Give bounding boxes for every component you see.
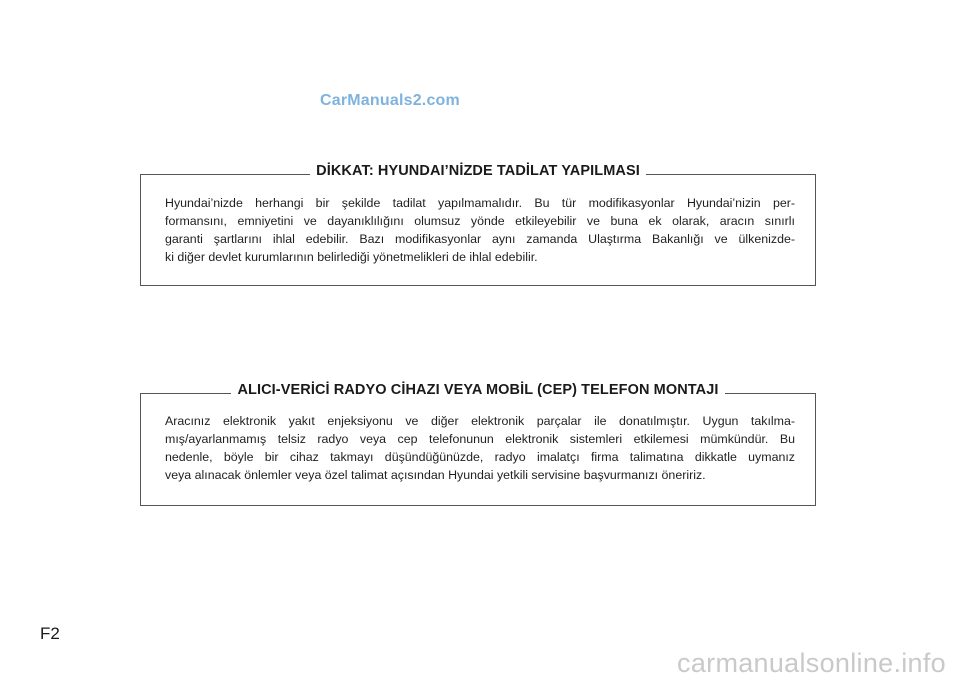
notice-body-line: garanti şartlarını ihlal edebilir. Bazı modifikasyonlar aynı zamanda Ulaştırma Bakanlığı ve ülkenizde-	[165, 232, 795, 246]
notice-body-line: nedenle, böyle bir cihaz takmayı düşündüğünüzde, radyo imalatçı firma talimatına dikkatle uymanız	[165, 450, 795, 464]
watermark-carmanualsonline: carmanualsonline.info	[677, 648, 946, 678]
notice-body-line: Hyundai’nizde herhangi bir şekilde tadilat yapılmamalıdır. Bu tür modifikasyonlar Hyundai’nizin per-	[165, 196, 795, 210]
notice-title-text: DİKKAT: HYUNDAI’NİZDE TADİLAT YAPILMASI	[310, 163, 646, 179]
notice-body-radio-installation	[165, 412, 795, 484]
notice-title-radio-installation	[141, 382, 815, 398]
notice-body-line: Aracınız elektronik yakıt enjeksiyonu ve diğer elektronik parçalar ile donatılmıştır. Uygun takılma-	[165, 414, 795, 428]
notice-body-line: veya alınacak önlemler veya özel talimat açısından Hyundai yetkili servisine başvurmanızı öneririz.	[165, 468, 706, 482]
page-number: F2	[40, 624, 60, 643]
notice-body-line: mış/ayarlanmamış telsiz radyo veya cep telefonunun elektronik sistemleri etkilemesi mümkündür. Bu	[165, 432, 795, 446]
notice-box-radio-installation	[140, 382, 816, 506]
watermark-carmanuals2: CarManuals2.com	[320, 92, 460, 109]
notice-body-line: formansını, emniyetini ve dayanıklılığını olumsuz yönde etkileyebilir ve buna ek olarak, aracın sınırlı	[165, 214, 795, 228]
notice-title-modification	[141, 163, 815, 179]
notice-box-modification	[140, 163, 816, 286]
notice-body-modification	[165, 194, 795, 266]
notice-body-line: ki diğer devlet kurumlarının belirlediği yönetmelikleri de ihlal edebilir.	[165, 250, 538, 264]
notice-title-text: ALICI-VERİCİ RADYO CİHAZI VEYA MOBİL (CEP) TELEFON MONTAJI	[231, 382, 724, 398]
